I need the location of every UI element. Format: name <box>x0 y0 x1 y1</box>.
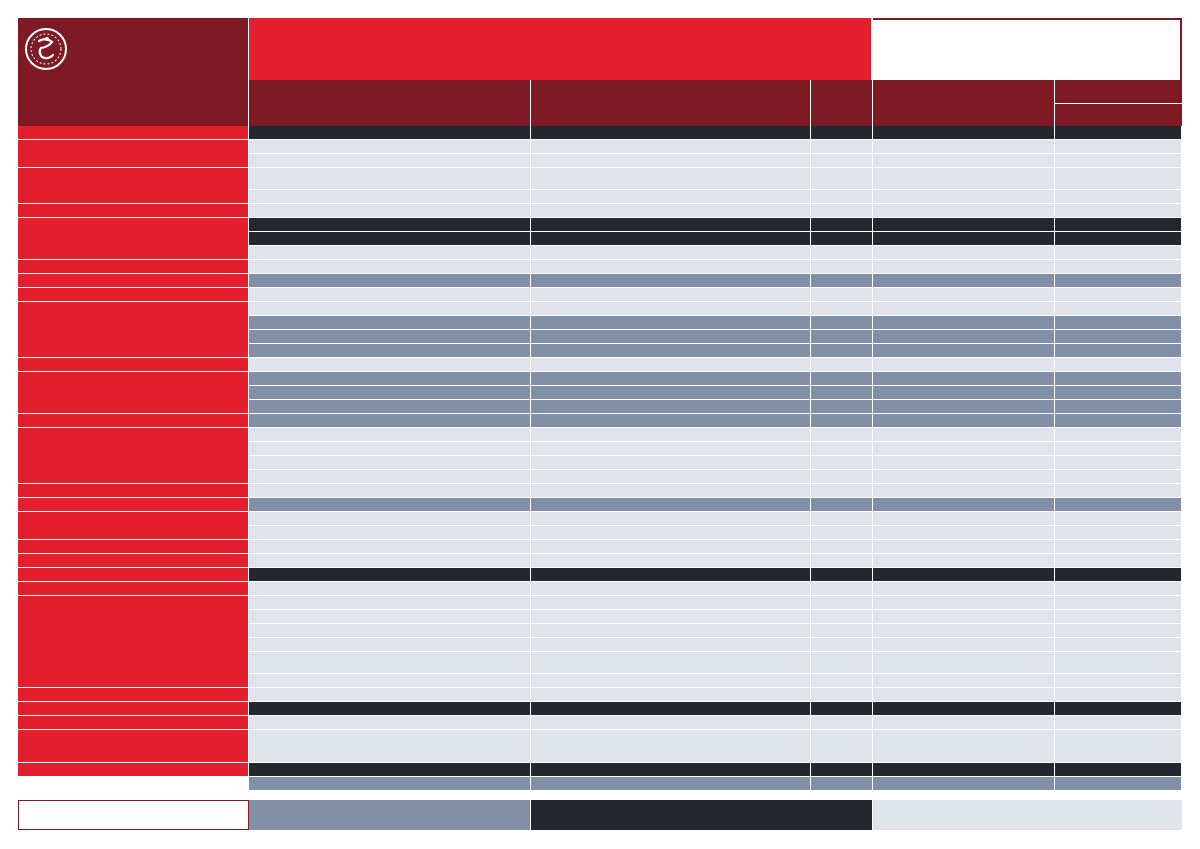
place-cell <box>873 596 1055 610</box>
competition-cell <box>249 716 531 730</box>
competition-cell <box>249 246 531 260</box>
broadcast-cell <box>1055 316 1182 330</box>
place-cell <box>873 428 1055 442</box>
ministry-logo-block <box>18 18 250 80</box>
time-cell <box>811 428 873 442</box>
page-header <box>18 18 1182 80</box>
category-cell <box>531 730 811 763</box>
place-cell <box>873 260 1055 274</box>
category-cell <box>531 610 811 624</box>
broadcast-cell <box>1055 730 1182 763</box>
category-cell <box>531 456 811 470</box>
competition-cell <box>249 638 531 652</box>
place-cell <box>873 274 1055 288</box>
category-cell <box>531 652 811 674</box>
time-cell <box>811 777 873 791</box>
broadcast-cell <box>1055 204 1182 218</box>
title-block <box>249 18 871 80</box>
category-cell <box>531 316 811 330</box>
category-cell <box>531 526 811 540</box>
competition-cell <box>249 688 531 702</box>
category-cell <box>531 288 811 302</box>
federation-cell <box>18 716 249 730</box>
place-cell <box>873 484 1055 498</box>
competition-cell <box>249 512 531 526</box>
place-cell <box>873 330 1055 344</box>
category-cell <box>531 688 811 702</box>
time-cell <box>811 344 873 358</box>
category-cell <box>531 274 811 288</box>
place-cell <box>873 638 1055 652</box>
category-cell <box>531 232 811 246</box>
category-cell <box>531 763 811 777</box>
federation-cell <box>18 554 249 568</box>
ministry-emblem-icon <box>24 27 68 71</box>
category-cell <box>531 442 811 456</box>
broadcast-cell <box>1055 554 1182 568</box>
time-cell <box>811 302 873 316</box>
competition-cell <box>249 526 531 540</box>
broadcast-cell <box>1055 512 1182 526</box>
time-cell <box>811 232 873 246</box>
place-cell <box>873 344 1055 358</box>
broadcast-cell <box>1055 232 1182 246</box>
broadcast-cell <box>1055 638 1182 652</box>
broadcast-cell <box>1055 358 1182 372</box>
broadcast-cell <box>1055 442 1182 456</box>
time-cell <box>811 168 873 190</box>
category-cell <box>531 140 811 154</box>
legend-domestic-international <box>531 800 873 830</box>
federation-cell <box>18 302 249 358</box>
category-cell <box>531 218 811 232</box>
date-block <box>873 18 1182 80</box>
category-cell <box>531 168 811 190</box>
competition-cell <box>249 610 531 624</box>
category-cell <box>531 428 811 442</box>
time-cell <box>811 554 873 568</box>
federation-cell <box>18 596 249 688</box>
broadcast-cell <box>1055 777 1182 791</box>
time-cell <box>811 316 873 330</box>
time-cell <box>811 763 873 777</box>
federation-cell <box>18 540 249 554</box>
federation-cell <box>18 568 249 582</box>
column-place <box>873 80 1055 126</box>
competition-cell <box>249 498 531 512</box>
competition-cell <box>249 344 531 358</box>
category-cell <box>531 302 811 316</box>
place-cell <box>873 498 1055 512</box>
time-cell <box>811 610 873 624</box>
federation-cell <box>18 688 249 702</box>
competition-cell <box>249 232 531 246</box>
federation-cell <box>18 218 249 260</box>
competition-cell <box>249 126 531 140</box>
federation-cell <box>18 260 249 274</box>
place-cell <box>873 400 1055 414</box>
place-cell <box>873 777 1055 791</box>
broadcast-cell <box>1055 302 1182 316</box>
broadcast-cell <box>1055 498 1182 512</box>
category-cell <box>531 400 811 414</box>
time-cell <box>811 512 873 526</box>
competition-cell <box>249 777 531 791</box>
competition-cell <box>249 218 531 232</box>
category-cell <box>531 582 811 596</box>
broadcast-cell <box>1055 526 1182 540</box>
category-cell <box>531 716 811 730</box>
time-cell <box>811 688 873 702</box>
place-cell <box>873 554 1055 568</box>
category-cell <box>531 126 811 140</box>
competition-cell <box>249 372 531 386</box>
federation-cell <box>18 168 249 204</box>
competition-cell <box>249 674 531 688</box>
time-cell <box>811 730 873 763</box>
category-cell <box>531 638 811 652</box>
time-cell <box>811 568 873 582</box>
place-cell <box>873 154 1055 168</box>
competition-cell <box>249 428 531 442</box>
category-cell <box>531 540 811 554</box>
place-cell <box>873 568 1055 582</box>
broadcast-cell <box>1055 652 1182 674</box>
place-cell <box>873 168 1055 190</box>
legend <box>18 800 1182 830</box>
category-cell <box>531 512 811 526</box>
broadcast-cell <box>1055 246 1182 260</box>
category-cell <box>531 498 811 512</box>
place-cell <box>873 232 1055 246</box>
time-cell <box>811 674 873 688</box>
place-cell <box>873 190 1055 204</box>
competition-cell <box>249 624 531 638</box>
competition-cell <box>249 274 531 288</box>
time-cell <box>811 260 873 274</box>
competition-cell <box>249 730 531 763</box>
broadcast-cell <box>1055 260 1182 274</box>
competition-cell <box>249 442 531 456</box>
time-cell <box>811 288 873 302</box>
time-cell <box>811 596 873 610</box>
competition-cell <box>249 582 531 596</box>
place-cell <box>873 702 1055 716</box>
federation-cell <box>18 126 249 140</box>
place-cell <box>873 526 1055 540</box>
time-cell <box>811 218 873 232</box>
competition-cell <box>249 596 531 610</box>
time-cell <box>811 456 873 470</box>
place-cell <box>873 358 1055 372</box>
legend-blank <box>18 800 249 830</box>
place-cell <box>873 246 1055 260</box>
federation-cell <box>18 414 249 428</box>
broadcast-cell <box>1055 716 1182 730</box>
place-cell <box>873 288 1055 302</box>
broadcast-cell <box>1055 288 1182 302</box>
federation-cell <box>18 498 249 512</box>
category-cell <box>531 190 811 204</box>
broadcast-cell <box>1055 372 1182 386</box>
broadcast-cell <box>1055 386 1182 400</box>
broadcast-cell <box>1055 582 1182 596</box>
column-federation <box>18 80 249 126</box>
category-cell <box>531 674 811 688</box>
federation-cell <box>18 484 249 498</box>
broadcast-cell <box>1055 140 1182 154</box>
category-cell <box>531 344 811 358</box>
category-cell <box>531 568 811 582</box>
competition-cell <box>249 414 531 428</box>
competition-cell <box>249 763 531 777</box>
competition-cell <box>249 204 531 218</box>
federation-cell <box>18 763 249 777</box>
category-cell <box>531 484 811 498</box>
federation-cell <box>18 372 249 414</box>
broadcast-cell <box>1055 610 1182 624</box>
broadcast-cell <box>1055 218 1182 232</box>
place-cell <box>873 716 1055 730</box>
time-cell <box>811 400 873 414</box>
broadcast-cell <box>1055 484 1182 498</box>
broadcast-cell <box>1055 168 1182 190</box>
competition-cell <box>249 456 531 470</box>
time-cell <box>811 274 873 288</box>
competition-cell <box>249 652 531 674</box>
broadcast-cell <box>1055 702 1182 716</box>
competition-cell <box>249 154 531 168</box>
broadcast-cell <box>1055 274 1182 288</box>
place-cell <box>873 302 1055 316</box>
place-cell <box>873 316 1055 330</box>
time-cell <box>811 204 873 218</box>
broadcast-cell <box>1055 763 1182 777</box>
time-cell <box>811 386 873 400</box>
competition-cell <box>249 470 531 484</box>
federation-cell <box>18 358 249 372</box>
column-broadcast <box>1055 80 1182 103</box>
place-cell <box>873 582 1055 596</box>
federation-cell <box>18 512 249 540</box>
category-cell <box>531 596 811 610</box>
category-cell <box>531 204 811 218</box>
place-cell <box>873 763 1055 777</box>
competition-cell <box>249 288 531 302</box>
category-cell <box>531 702 811 716</box>
place-cell <box>873 456 1055 470</box>
category-cell <box>531 358 811 372</box>
time-cell <box>811 358 873 372</box>
competition-cell <box>249 302 531 316</box>
place-cell <box>873 610 1055 624</box>
column-header-row <box>18 80 1182 126</box>
time-cell <box>811 442 873 456</box>
competition-cell <box>249 386 531 400</box>
broadcast-cell <box>1055 674 1182 688</box>
place-cell <box>873 624 1055 638</box>
broadcast-cell <box>1055 344 1182 358</box>
category-cell <box>531 414 811 428</box>
place-cell <box>873 204 1055 218</box>
competition-cell <box>249 190 531 204</box>
table-row <box>18 777 1182 791</box>
federation-cell <box>18 288 249 302</box>
category-cell <box>531 554 811 568</box>
time-cell <box>811 540 873 554</box>
legend-abroad-international <box>249 800 531 830</box>
time-cell <box>811 330 873 344</box>
broadcast-cell <box>1055 596 1182 610</box>
competition-cell <box>249 554 531 568</box>
competition-cell <box>249 400 531 414</box>
broadcast-cell <box>1055 568 1182 582</box>
category-cell <box>531 624 811 638</box>
federation-cell <box>18 274 249 288</box>
category-cell <box>531 260 811 274</box>
broadcast-cell <box>1055 540 1182 554</box>
category-cell <box>531 386 811 400</box>
broadcast-cell <box>1055 470 1182 484</box>
time-cell <box>811 190 873 204</box>
time-cell <box>811 526 873 540</box>
time-cell <box>811 582 873 596</box>
time-cell <box>811 372 873 386</box>
column-category <box>531 80 811 126</box>
broadcast-cell <box>1055 330 1182 344</box>
column-time <box>811 80 873 126</box>
federation-cell <box>18 140 249 168</box>
time-cell <box>811 140 873 154</box>
competition-cell <box>249 358 531 372</box>
place-cell <box>873 414 1055 428</box>
place-cell <box>873 442 1055 456</box>
time-cell <box>811 638 873 652</box>
place-cell <box>873 126 1055 140</box>
broadcast-cell <box>1055 414 1182 428</box>
column-competition <box>249 80 531 126</box>
category-cell <box>531 372 811 386</box>
broadcast-cell <box>1055 428 1182 442</box>
federation-cell <box>18 582 249 596</box>
competition-cell <box>249 316 531 330</box>
federation-cell <box>18 428 249 484</box>
time-cell <box>811 246 873 260</box>
time-cell <box>811 624 873 638</box>
time-cell <box>811 126 873 140</box>
place-cell <box>873 470 1055 484</box>
place-cell <box>873 386 1055 400</box>
time-cell <box>811 154 873 168</box>
time-cell <box>811 470 873 484</box>
broadcast-cell <box>1055 190 1182 204</box>
competition-cell <box>249 140 531 154</box>
category-cell <box>531 777 811 791</box>
time-cell <box>811 484 873 498</box>
legend-national <box>873 800 1182 830</box>
place-cell <box>873 652 1055 674</box>
broadcast-cell <box>1055 688 1182 702</box>
place-cell <box>873 218 1055 232</box>
competition-cell <box>249 540 531 554</box>
category-cell <box>531 246 811 260</box>
place-cell <box>873 372 1055 386</box>
federation-cell <box>18 730 249 763</box>
competition-cell <box>249 702 531 716</box>
competition-cell <box>249 484 531 498</box>
place-cell <box>873 688 1055 702</box>
broadcast-cell <box>1055 624 1182 638</box>
federation-cell <box>18 702 249 716</box>
column-broadcast-sub <box>1055 103 1182 126</box>
category-cell <box>531 470 811 484</box>
category-cell <box>531 154 811 168</box>
broadcast-cell <box>1055 154 1182 168</box>
place-cell <box>873 674 1055 688</box>
time-cell <box>811 498 873 512</box>
category-cell <box>531 330 811 344</box>
competition-cell <box>249 568 531 582</box>
competition-cell <box>249 260 531 274</box>
time-cell <box>811 652 873 674</box>
program-sheet <box>18 18 1182 830</box>
time-cell <box>811 716 873 730</box>
competition-cell <box>249 330 531 344</box>
broadcast-cell <box>1055 456 1182 470</box>
place-cell <box>873 730 1055 763</box>
time-cell <box>811 702 873 716</box>
place-cell <box>873 140 1055 154</box>
place-cell <box>873 512 1055 526</box>
place-cell <box>873 540 1055 554</box>
time-cell <box>811 414 873 428</box>
broadcast-cell <box>1055 126 1182 140</box>
broadcast-cell <box>1055 400 1182 414</box>
federation-cell <box>18 204 249 218</box>
competition-cell <box>249 168 531 190</box>
